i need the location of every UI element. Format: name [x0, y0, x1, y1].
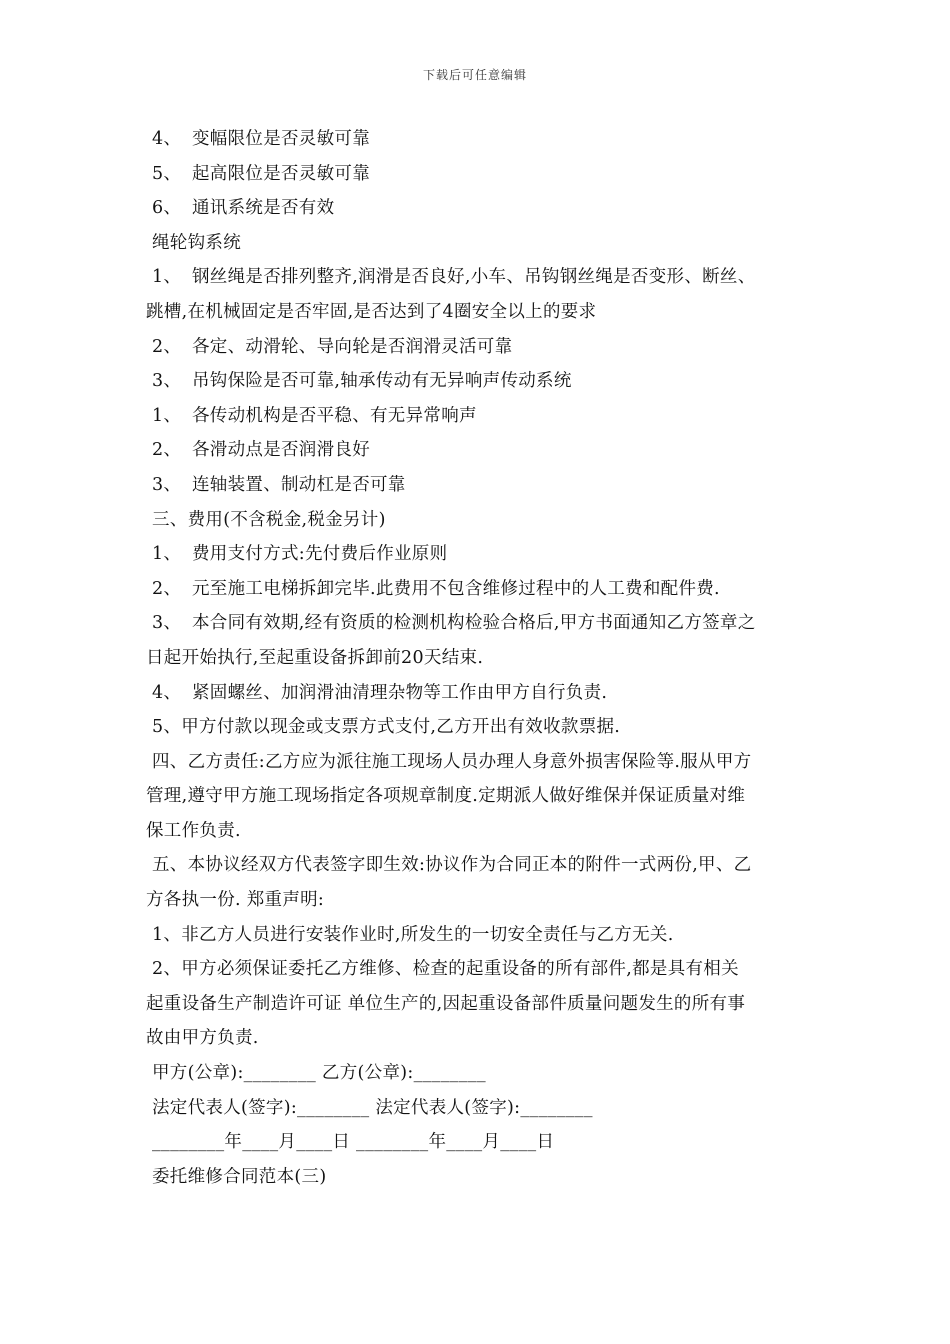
list-item	[146, 433, 810, 468]
list-item	[146, 572, 810, 607]
list-item	[146, 537, 810, 572]
list-item	[146, 260, 810, 295]
item-text: 各定、动滑轮、导向轮是否润滑灵活可靠	[192, 336, 513, 357]
item-text: 各滑动点是否润滑良好	[192, 440, 370, 461]
item-number: 2、	[152, 440, 182, 461]
item-text: 起高限位是否灵敏可靠	[192, 163, 370, 184]
item-number: 3、	[152, 371, 182, 392]
list-item: 5、甲方付款以现金或支票方式支付,乙方开出有效收款票据.	[152, 717, 621, 738]
declaration-item: 2、甲方必须保证委托乙方维修、检查的起重设备的所有部件,都是具有相关	[152, 959, 739, 980]
section-title-fees: 三、费用(不含税金,税金另计)	[152, 509, 386, 530]
list-item	[146, 191, 810, 226]
list-item	[146, 399, 810, 434]
declaration-item: 1、非乙方人员进行安装作业时,所发生的一切安全责任与乙方无关.	[152, 924, 674, 945]
list-item	[146, 364, 810, 399]
list-item	[146, 157, 810, 192]
paragraph-line: 五、本协议经双方代表签字即生效:协议作为合同正本的附件一式两份,甲、乙	[152, 855, 752, 876]
item-text: 钢丝绳是否排列整齐,润滑是否良好,小车、吊钩钢丝绳是否变形、断丝、	[192, 267, 756, 288]
signature-representative-line: 法定代表人(签字):________ 法定代表人(签字):________	[152, 1097, 593, 1118]
item-number: 1、	[152, 267, 182, 288]
item-text: 通讯系统是否有效	[192, 198, 335, 219]
next-section-title: 委托维修合同范本(三)	[152, 1166, 327, 1187]
item-number: 4、	[152, 129, 182, 149]
paragraph-line: 故由甲方负责.	[146, 1028, 259, 1049]
paragraph-line: 方各执一份. 郑重声明:	[146, 890, 325, 911]
signature-party-line: 甲方(公章):________ 乙方(公章):________	[152, 1063, 486, 1084]
item-number: 1、	[152, 544, 182, 565]
item-number: 6、	[152, 198, 182, 219]
paragraph-line: 四、乙方责任:乙方应为派往施工现场人员办理人身意外损害保险等.服从甲方	[152, 751, 752, 772]
signature-date-line: ________年____月____日 ________年____月____日	[152, 1132, 555, 1153]
item-number: 5、	[152, 163, 182, 184]
paragraph-line: 起重设备生产制造许可证 单位生产的,因起重设备部件质量问题发生的所有事	[146, 993, 746, 1014]
section-title-rope-system: 绳轮钩系统	[152, 232, 241, 253]
item-text: 元至施工电梯拆卸完毕.此费用不包含维修过程中的人工费和配件费.	[192, 578, 720, 599]
item-text: 连轴装置、制动杠是否可靠	[192, 474, 406, 495]
item-number: 2、	[152, 336, 182, 357]
list-item-continuation: 日起开始执行,至起重设备拆卸前20天结束.	[146, 647, 484, 668]
item-number: 1、	[152, 405, 182, 426]
list-item	[146, 468, 810, 503]
document-body	[146, 122, 810, 1194]
list-item	[146, 606, 810, 641]
list-item	[146, 122, 810, 157]
item-number: 3、	[152, 474, 182, 495]
item-text: 各传动机构是否平稳、有无异常响声	[192, 405, 477, 426]
paragraph-line: 保工作负责.	[146, 820, 241, 841]
item-text: 紧固螺丝、加润滑油清理杂物等工作由甲方自行负责.	[192, 682, 608, 703]
item-number: 2、	[152, 578, 182, 599]
list-item	[146, 330, 810, 365]
item-text: 费用支付方式:先付费后作业原则	[192, 544, 448, 565]
item-text: 吊钩保险是否可靠,轴承传动有无异响声传动系统	[192, 371, 572, 392]
list-item	[146, 676, 810, 711]
item-number: 4、	[152, 682, 182, 703]
item-text: 本合同有效期,经有资质的检测机构检验合格后,甲方书面通知乙方签章之	[192, 613, 756, 634]
paragraph-line: 管理,遵守甲方施工现场指定各项规章制度.定期派人做好维保并保证质量对维	[146, 786, 746, 807]
list-item-continuation: 跳槽,在机械固定是否牢固,是否达到了4圈安全以上的要求	[146, 301, 597, 322]
item-text: 变幅限位是否灵敏可靠	[192, 129, 370, 149]
page-header: 下载后可任意编辑	[422, 68, 527, 82]
item-number: 3、	[152, 613, 182, 634]
